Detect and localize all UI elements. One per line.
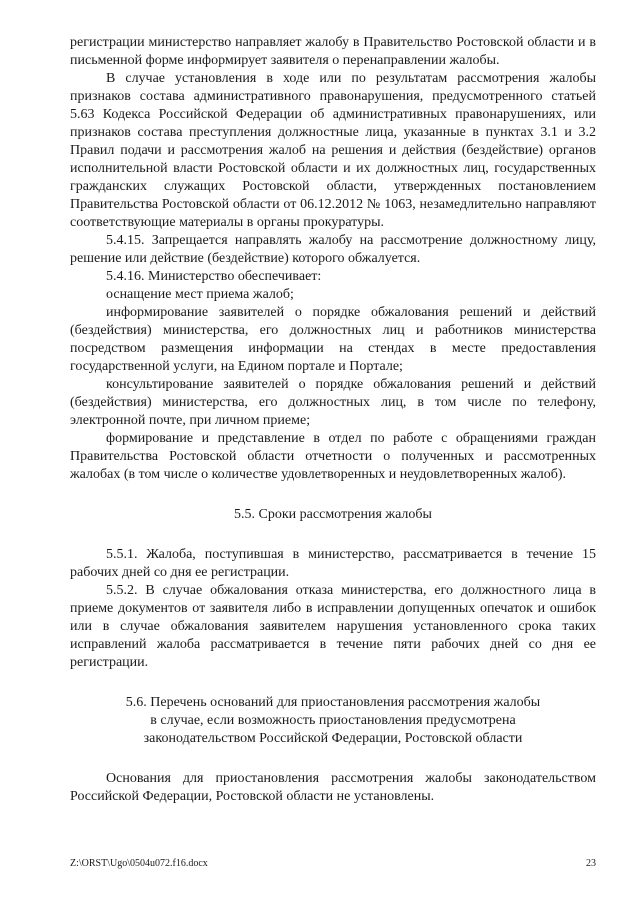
page-footer — [70, 858, 596, 870]
paragraph-5-5-1: 5.5.1. Жалоба, поступившая в министерство, рассматривается в течение 15 рабочих дней со дня ее регистрации. — [70, 547, 596, 580]
section-heading-5-6-line1: 5.6. Перечень оснований для приостановления рассмотрения жалобы — [125, 695, 541, 710]
paragraph-5-5-2: 5.5.2. В случае обжалования отказа министерства, его должностного лица в приеме документов от заявителя либо в исправлении допущенных опечаток и ошибок или в случае обжалования заявителем нарушения установленного срока таких исправлений жалоба рассматривается в течение пяти рабочих дней со дня ее регистрации. — [70, 583, 596, 670]
document-page — [70, 34, 596, 806]
paragraph-continuation: регистрации министерство направляет жалобу в Правительство Ростовской области и в письменной форме информирует заявителя о перенаправлении жалобы. — [70, 35, 596, 68]
list-item-informing: информирование заявителей о порядке обжалования решений и действий (бездействия) министерства, его должностных лиц и работников министерства посредством размещения информации на стендах в месте предоставления государственной услуги, на Едином портале и Портале; — [70, 305, 596, 374]
page-number: 23 — [586, 858, 596, 869]
paragraph-5-6: Основания для приостановления рассмотрения жалобы законодательством Российской Федерации, Ростовской области не установлены. — [70, 771, 596, 804]
section-heading-5-6 — [70, 694, 596, 748]
section-heading-5-6-line3: законодательством Российской Федерации, Ростовской области — [143, 731, 523, 746]
list-item-consulting: консультирование заявителей о порядке обжалования решений и действий (бездействия) министерства, его должностных лиц, в том числе по телефону, электронной почте, при личном приеме; — [70, 377, 596, 428]
section-heading-5-5: 5.5. Сроки рассмотрения жалобы — [234, 507, 432, 522]
list-item-reporting: формирование и представление в отдел по работе с обращениями граждан Правительства Ростовской области отчетности о полученных и рассмотренных жалобах (в том числе о количестве удовлетворенных и неудовлетворенных жалоб). — [70, 431, 596, 482]
list-item-equipment: оснащение мест приема жалоб; — [106, 287, 294, 302]
paragraph-prosecution-referral: В случае установления в ходе или по результатам рассмотрения жалобы признаков состава административного правонарушения, предусмотренного статьей 5.63 Кодекса Российской Федерации об административных правонарушениях, или признаков состава преступления должностные лица, указанные в пунктах 3.1 и 3.2 Правил подачи и рассмотрения жалоб на решения и действия (бездействие) органов исполнительной власти Ростовской области и их должностных лиц, государственных гражданских служащих Ростовской области, утвержденных постановлением Правительства Ростовской области от 06.12.2012 № 1063, незамедлительно направляют соответствующие материалы в органы прокуратуры. — [70, 71, 596, 230]
section-heading-5-6-line2: в случае, если возможность приостановления предусмотрена — [150, 713, 516, 728]
paragraph-5-4-16: 5.4.16. Министерство обеспечивает: — [106, 269, 322, 284]
footer-file-path: Z:\ORST\Ugo\0504u072.f16.docx — [70, 858, 208, 869]
paragraph-5-4-15: 5.4.15. Запрещается направлять жалобу на рассмотрение должностному лицу, решение или действие (бездействие) которого обжалуется. — [70, 233, 596, 266]
